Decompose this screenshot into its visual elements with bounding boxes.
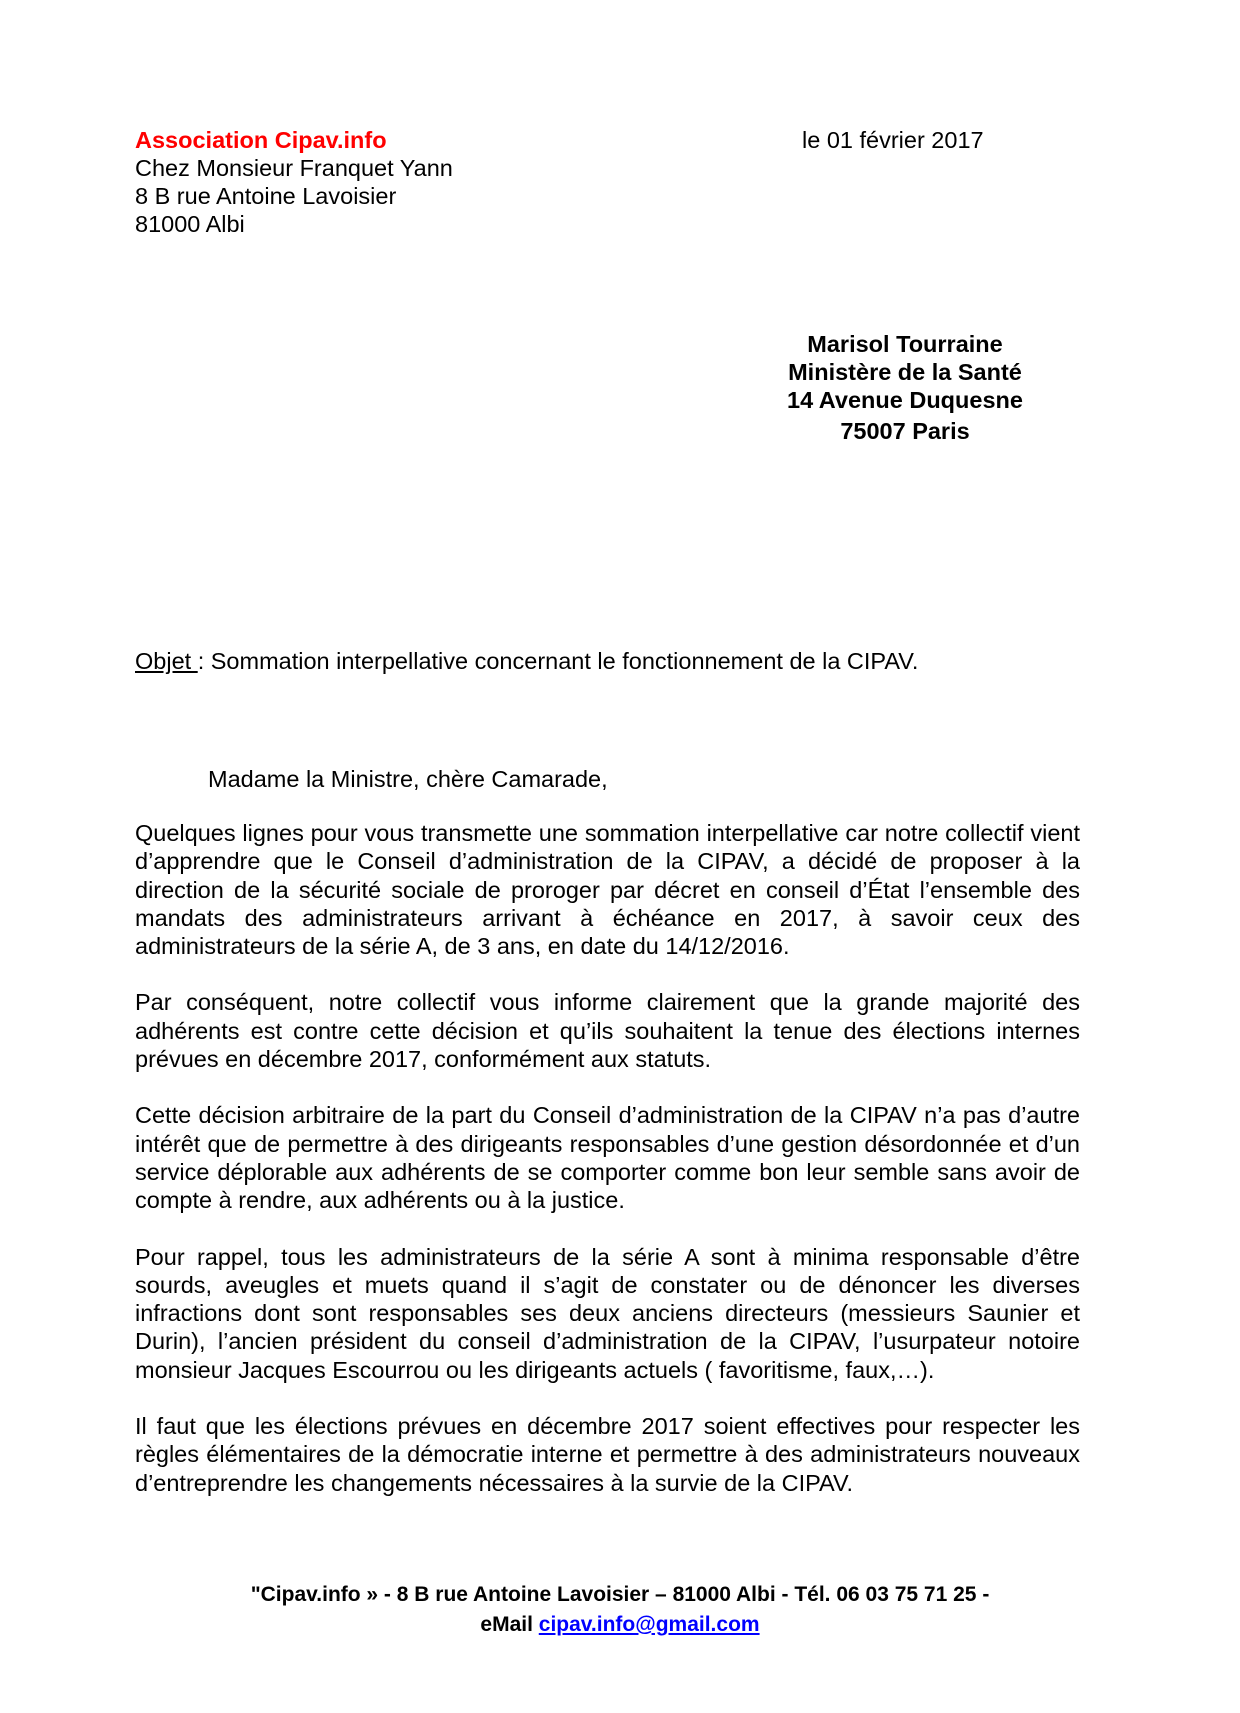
sender-city-line: 81000 Albi bbox=[135, 211, 245, 237]
recipient-city: 75007 Paris bbox=[840, 418, 970, 444]
body-paragraph: Il faut que les élections prévues en décembre 2017 soient effectives pour respecter les règles élémentaires de la démocratie interne et permettre à des administrateurs nouveaux d’entreprendre les changements nécessaires à la survie de la CIPAV. bbox=[135, 1413, 1080, 1496]
body-paragraph: Pour rappel, tous les administrateurs de la série A sont à minima responsable d’être sourds, aveugles et muets quand il s’agit de constater ou de dénoncer les diverses infractions dont sont responsables ses deux anciens directeurs (messieurs Saunier et Durin), l’ancien président du conseil d’administration de la CIPAV, l’usurpateur notoire monsieur Jacques Escourrou ou les dirigeants actuels ( favoritisme, faux,…). bbox=[135, 1243, 1080, 1383]
body-paragraph: Cette décision arbitraire de la part du Conseil d’administration de la CIPAV n’a pas d’autre intérêt que de permettre à des dirigeants responsables d’une gestion désordonnée et d’un service déplorable aux adhérents de se comporter comme bon leur semble sans avoir de compte à rendre, aux adhérents ou à la justice. bbox=[135, 1102, 1080, 1214]
footer-email-label: eMail bbox=[480, 1613, 539, 1636]
sender-block bbox=[135, 126, 453, 238]
subject-text: : Sommation interpellative concernant le fonctionnement de la CIPAV. bbox=[197, 648, 919, 674]
sender-organization: Association Cipav.info bbox=[135, 127, 387, 153]
salutation: Madame la Ministre, chère Camarade, bbox=[208, 766, 608, 792]
footer-email-link[interactable]: cipav.info@gmail.com bbox=[538, 1613, 760, 1636]
footer-email-line bbox=[0, 1610, 1240, 1640]
subject-line bbox=[135, 647, 918, 675]
recipient-street: 14 Avenue Duquesne bbox=[787, 387, 1023, 413]
letter-body bbox=[135, 819, 1080, 1525]
recipient-block bbox=[760, 330, 1050, 445]
footer-contact-line: "Cipav.info » - 8 B rue Antoine Lavoisier – 81000 Albi - Tél. 06 03 75 71 25 - bbox=[250, 1583, 990, 1606]
body-paragraph: Quelques lignes pour vous transmette une sommation interpellative car notre collectif vient d’apprendre que le Conseil d’administration de la CIPAV, a décidé de proposer à la direction de la sécurité sociale de proroger par décret en conseil d’État l’ensemble des mandats des administrateurs arrivant à échéance en 2017, à savoir ceux des administrateurs de la série A, de 3 ans, en date du 14/12/2016. bbox=[135, 820, 1080, 960]
sender-name-line: Chez Monsieur Franquet Yann bbox=[135, 155, 453, 181]
letter-date: le 01 février 2017 bbox=[802, 127, 984, 153]
recipient-name: Marisol Tourraine bbox=[807, 331, 1003, 357]
subject-label: Objet bbox=[135, 648, 198, 674]
body-paragraph: Par conséquent, notre collectif vous informe clairement que la grande majorité des adhérents est contre cette décision et qu’ils souhaitent la tenue des élections internes prévues en décembre 2017, conformément aux statuts. bbox=[135, 989, 1080, 1073]
sender-street-line: 8 B rue Antoine Lavoisier bbox=[135, 183, 397, 209]
recipient-ministry: Ministère de la Santé bbox=[788, 359, 1022, 385]
footer bbox=[0, 1580, 1240, 1640]
